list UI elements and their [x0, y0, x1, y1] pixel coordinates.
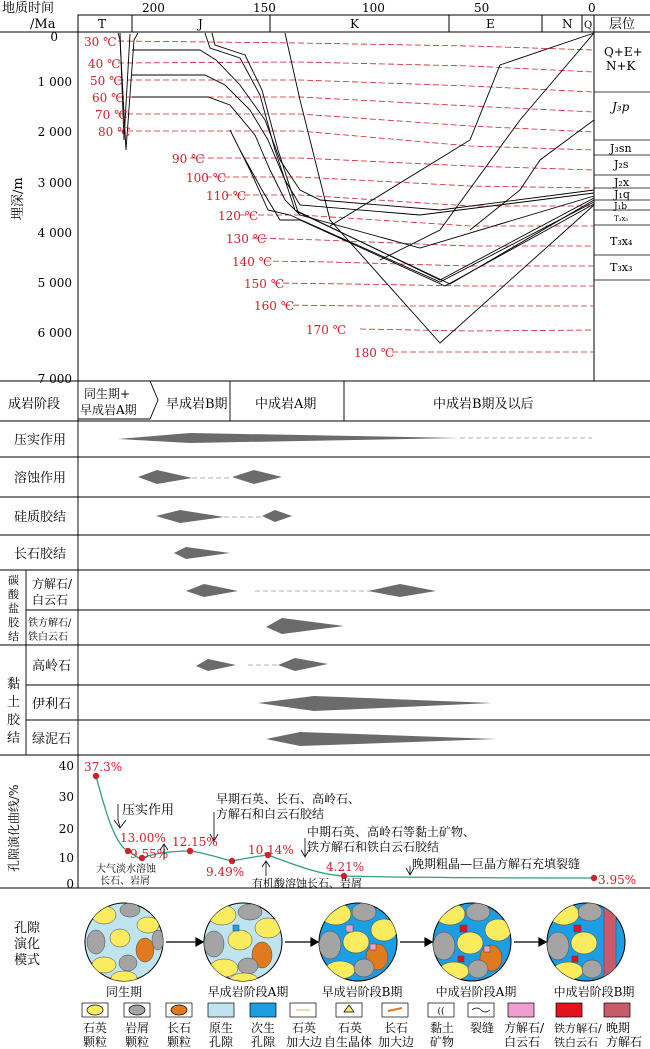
svg-text:((: ((	[437, 1007, 445, 1017]
legend-late-2: 方解石	[606, 1035, 643, 1049]
temp-150: 150 ℃	[244, 277, 285, 291]
temp-130: 130 ℃	[226, 232, 267, 246]
label-calcite-2: 白云石	[32, 593, 69, 607]
formation-T3x5: T₃x₅	[614, 215, 629, 223]
bar-kaolinite-1	[196, 659, 236, 671]
legend-quartz-1: 石英	[83, 1021, 108, 1035]
ann-mid-1: 中期石英、高岭石等黏土矿物、	[307, 825, 476, 839]
stage-middle-b: 中成岩B期及以后	[433, 397, 534, 412]
model-stage-3: 早成岩阶段B期	[321, 985, 403, 999]
temp-170: 170 ℃	[306, 323, 347, 337]
model-stage-labels	[106, 984, 634, 999]
value-395: 3.95%	[598, 873, 637, 887]
stage-syngenetic-1: 同生期+	[84, 387, 131, 401]
porosity-tick-20: 20	[58, 822, 74, 836]
bar-calcite-1	[186, 584, 238, 597]
depth-axis	[11, 30, 78, 386]
ann-early-2: 方解石和白云石胶结	[216, 807, 325, 821]
model-circle-4	[433, 903, 511, 981]
label-calcite-1: 方解石/	[32, 577, 73, 591]
depth-2000: 2 000	[37, 125, 72, 139]
model-stage-5: 中成岩阶段B期	[553, 985, 635, 999]
bar-calcite-2	[368, 584, 436, 597]
time-label-1: 地质时间	[2, 1, 55, 16]
temp-50: 50 ℃	[90, 74, 123, 88]
temp-30: 30 ℃	[84, 35, 117, 49]
label-dissolution: 溶蚀作用	[14, 471, 67, 486]
formation-J2s: J₂s	[614, 158, 629, 171]
bar-fecalcite	[266, 618, 344, 634]
temp-110: 110 ℃	[206, 189, 247, 203]
ann-early-1: 早期石英、长石、高岭石、	[216, 792, 361, 806]
legend-swatches	[82, 1003, 630, 1017]
model-stage-4: 中成岩阶段A期	[435, 985, 517, 999]
period-T: T	[98, 17, 107, 31]
value-1215: 12.15%	[172, 835, 218, 849]
model-stage-2: 早成岩阶段A期	[207, 985, 289, 999]
legend-sec-2: 孔隙	[251, 1035, 276, 1049]
temp-60: 60 ℃	[92, 91, 125, 105]
temp-40: 40 ℃	[88, 57, 121, 71]
legend-late-1: 晚期	[606, 1021, 631, 1035]
legend-calc-2: 白云石	[504, 1035, 541, 1049]
porosity-tick-0: 0	[66, 877, 74, 891]
temp-140: 140 ℃	[232, 255, 273, 269]
time-tick-200: 200	[142, 1, 165, 15]
legend-qover-1: 石英	[292, 1021, 317, 1035]
stage-middle-a: 中成岩A期	[255, 397, 317, 412]
label-illite: 伊利石	[32, 697, 72, 712]
value-421: 4.21%	[326, 860, 365, 874]
stage-label: 成岩阶段	[8, 397, 61, 412]
time-tick-150: 150	[253, 1, 276, 15]
stage-early-b: 早成岩B期	[166, 397, 228, 412]
model-circle-5	[547, 903, 625, 981]
temp-180: 180 ℃	[354, 346, 395, 360]
ann-organic: 有机酸溶蚀长石、岩屑	[252, 877, 362, 890]
bar-compaction	[118, 433, 460, 443]
porosity-axis-label: 孔隙演化曲线/%	[7, 784, 21, 872]
value-1014: 10.14%	[248, 843, 294, 857]
ann-compaction: 压实作用	[122, 803, 175, 818]
legend-clay-2: 矿物	[430, 1035, 455, 1049]
legend-qover-2: 加大边	[286, 1035, 323, 1049]
label-carb-3: 盐	[8, 602, 19, 615]
time-tick-0: 0	[588, 1, 596, 15]
burial-curves	[118, 33, 594, 343]
formation-J1q: J₁q	[614, 188, 630, 201]
legend-fecalc-1: 铁方解石/	[554, 1022, 602, 1035]
time-tick-100: 100	[362, 1, 385, 15]
ann-late: 晚期粗晶—巨晶方解石充填裂缝	[412, 857, 581, 871]
bar-chlorite	[266, 732, 496, 746]
legend-fover-2: 加大边	[378, 1035, 415, 1049]
label-clay-1: 黏	[7, 677, 21, 692]
label-silica: 硅质胶结	[14, 510, 67, 525]
label-fecalcite-1: 铁方解石/	[28, 618, 72, 629]
porosity-tick-40: 40	[58, 759, 74, 773]
model-labels	[14, 920, 41, 968]
label-fecalcite-2: 铁白云石	[28, 632, 68, 643]
period-Q: Q	[584, 20, 593, 31]
isotherms	[118, 41, 594, 352]
bar-kaolinite-2	[278, 658, 328, 671]
period-J: J	[198, 17, 203, 31]
model-label-2: 演化	[14, 937, 41, 952]
bar-silica-2	[262, 510, 292, 522]
label-clay-3: 胶	[7, 713, 21, 728]
label-kaolinite: 高岭石	[32, 659, 72, 674]
label-carb-1: 碳	[8, 574, 19, 587]
time-label-2: /Ma	[30, 17, 56, 32]
model-circle-1	[85, 903, 164, 985]
legend-fracture: 裂缝	[470, 1021, 495, 1035]
bar-illite	[258, 696, 492, 711]
formation-QENK-2: N+K	[606, 59, 636, 73]
label-carb-4: 胶	[8, 616, 19, 629]
legend-prim-1: 原生	[209, 1021, 234, 1035]
legend-feld-1: 长石	[167, 1021, 192, 1035]
formation-T3x4: T₃x₄	[610, 235, 633, 248]
model-stage-1: 同生期	[105, 985, 143, 999]
formation-J3p: J₃p	[612, 100, 630, 114]
depth-6000: 6 000	[37, 326, 72, 340]
legend-sec-1: 次生	[251, 1021, 276, 1035]
legend-fecalc-2: 铁白云石	[554, 1036, 598, 1049]
legend-fover-1: 长石	[384, 1021, 409, 1035]
value-37: 37.3%	[84, 760, 123, 774]
value-955: 9.55%	[130, 847, 169, 861]
label-feldspar: 长石胶结	[14, 547, 67, 562]
depth-1000: 1 000	[37, 75, 72, 89]
depth-label: 埋深/m	[11, 177, 26, 220]
label-chlorite: 绿泥石	[32, 732, 72, 747]
formation-J2x: J₂x	[614, 176, 630, 189]
label-carb-2: 酸	[8, 588, 19, 601]
ann-mid-2: 铁方解石和铁白云石胶结	[307, 840, 440, 854]
porosity-tick-30: 30	[58, 790, 74, 804]
stage-syngenetic-2: 早成岩A期	[80, 403, 137, 417]
ann-meteoric-2: 长石、岩屑	[100, 876, 150, 887]
temp-80: 80 ℃	[98, 125, 131, 139]
formation-QENK-1: Q+E+	[604, 45, 643, 59]
temp-100: 100 ℃	[186, 171, 227, 185]
model-label-3: 模式	[14, 953, 41, 968]
value-949: 9.49%	[206, 865, 245, 879]
depth-0: 0	[50, 30, 58, 44]
temp-90: 90 ℃	[172, 152, 205, 166]
depth-7000: 7 000	[37, 372, 72, 386]
formation-J1b: J₁b	[614, 202, 627, 212]
model-circle-3	[319, 903, 397, 981]
period-E: E	[486, 17, 495, 31]
time-tick-50: 50	[474, 1, 490, 15]
bar-dissolution-1	[138, 470, 192, 484]
legend-quartz-2: 颗粒	[83, 1035, 108, 1049]
legend-prim-2: 孔隙	[209, 1035, 234, 1049]
legend-lithic-2: 颗粒	[125, 1035, 150, 1049]
depth-4000: 4 000	[37, 226, 72, 240]
legend-lithic-1: 岩屑	[125, 1021, 150, 1035]
legend-labels	[83, 1020, 642, 1049]
bar-feldspar	[174, 547, 230, 559]
ann-meteoric-1: 大气淡水溶蚀	[96, 864, 156, 875]
label-clay-2: 土	[7, 695, 21, 710]
period-N: N	[562, 17, 573, 31]
label-carb-5: 结	[8, 630, 19, 643]
temp-70: 70 ℃	[95, 108, 128, 122]
bar-dissolution-2	[232, 470, 282, 484]
model-label-1: 孔隙	[14, 921, 41, 936]
legend-feld-2: 颗粒	[167, 1035, 192, 1049]
temp-120: 120 ℃	[218, 209, 259, 223]
legend-clay-1: 黏土	[430, 1021, 455, 1035]
value-13: 13.00%	[120, 831, 166, 845]
legend-qauth-1: 石英	[338, 1021, 363, 1035]
process-labels	[7, 433, 73, 747]
period-K: K	[350, 17, 359, 31]
bar-silica-1	[156, 510, 224, 523]
porosity-tick-10: 10	[58, 851, 74, 865]
label-clay-4: 结	[7, 731, 21, 746]
formation-T3x3: T₃x₃	[610, 261, 633, 274]
header	[2, 0, 635, 32]
legend-calc-1: 方解石/	[504, 1021, 545, 1035]
process-bars	[118, 433, 592, 746]
model-circle-2	[204, 903, 282, 987]
formation-J3sn: J₃sn	[610, 142, 632, 155]
legend-qauth-2: 自生晶体	[324, 1035, 373, 1049]
layer-label: 层位	[609, 17, 636, 32]
temp-160: 160 ℃	[254, 299, 295, 313]
depth-5000: 5 000	[37, 276, 72, 290]
depth-3000: 3 000	[37, 176, 72, 190]
stage-row	[8, 386, 534, 417]
label-compaction: 压实作用	[14, 433, 67, 448]
